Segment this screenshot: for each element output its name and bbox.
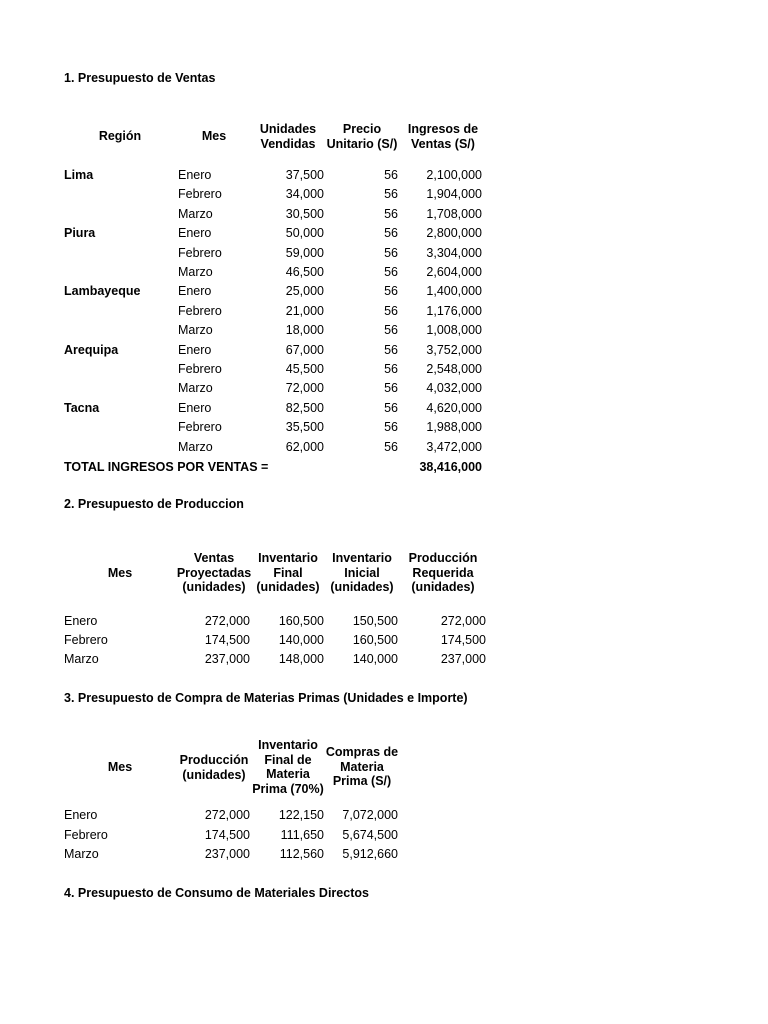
required-production-cell: 272,000 [440,614,486,628]
price-cell: 56 [384,246,398,260]
region-cell: Tacna [64,401,100,415]
header-mes-2: Mes [107,566,133,580]
production-cell: 237,000 [204,847,250,861]
price-cell: 56 [384,420,398,434]
month-cell: Marzo [64,847,99,861]
units-cell: 37,500 [285,168,324,182]
header-unidades-vendidas: Unidades Vendidas [259,122,317,151]
header-produccion-requerida: Producción Requerida (unidades) [408,551,478,594]
month-cell: Marzo [178,323,213,337]
revenue-cell: 3,472,000 [426,440,482,454]
final-inventory-cell: 148,000 [278,652,324,666]
total-value: 38,416,000 [419,460,482,474]
month-cell: Enero [64,808,98,822]
month-cell: Febrero [178,304,222,318]
price-cell: 56 [384,187,398,201]
price-cell: 56 [384,381,398,395]
month-cell: Enero [178,168,212,182]
header-precio-unitario: Precio Unitario (S/) [326,122,398,151]
raw-material-purchases-cell: 5,912,660 [342,847,398,861]
header-produccion-3: Producción (unidades) [179,753,249,782]
header-inventario-final-mp: Inventario Final de Materia Prima (70%) [252,738,324,796]
region-cell: Arequipa [64,343,119,357]
units-cell: 45,500 [285,362,324,376]
header-inventario-inicial: Inventario Inicial (unidades) [330,551,394,594]
month-cell: Enero [178,284,212,298]
section-4-title: 4. Presupuesto de Consumo de Materiales Directos [64,886,369,900]
units-cell: 50,000 [285,226,324,240]
price-cell: 56 [384,265,398,279]
revenue-cell: 1,708,000 [426,207,482,221]
revenue-cell: 3,304,000 [426,246,482,260]
revenue-cell: 4,032,000 [426,381,482,395]
units-cell: 62,000 [285,440,324,454]
raw-material-inventory-cell: 112,560 [279,847,324,861]
section-2-title: 2. Presupuesto de Produccion [64,497,244,511]
revenue-cell: 3,752,000 [426,343,482,357]
section-3-title: 3. Presupuesto de Compra de Materias Primas (Unidades e Importe) [64,691,468,705]
revenue-cell: 1,904,000 [426,187,482,201]
price-cell: 56 [384,168,398,182]
final-inventory-cell: 140,000 [278,633,324,647]
required-production-cell: 174,500 [440,633,486,647]
price-cell: 56 [384,304,398,318]
units-cell: 82,500 [285,401,324,415]
projected-sales-cell: 174,500 [204,633,250,647]
price-cell: 56 [384,362,398,376]
month-cell: Febrero [178,362,222,376]
price-cell: 56 [384,284,398,298]
month-cell: Enero [178,226,212,240]
raw-material-purchases-cell: 5,674,500 [342,828,398,842]
region-cell: Piura [64,226,96,240]
units-cell: 35,500 [285,420,324,434]
units-cell: 46,500 [285,265,324,279]
units-cell: 25,000 [285,284,324,298]
revenue-cell: 4,620,000 [426,401,482,415]
required-production-cell: 237,000 [440,652,486,666]
month-cell: Febrero [178,187,222,201]
units-cell: 72,000 [285,381,324,395]
month-cell: Marzo [178,381,213,395]
section-1-title: 1. Presupuesto de Ventas [64,71,216,85]
month-cell: Febrero [178,246,222,260]
raw-material-purchases-cell: 7,072,000 [342,808,398,822]
month-cell: Febrero [178,420,222,434]
month-cell: Marzo [178,207,213,221]
price-cell: 56 [384,323,398,337]
month-cell: Febrero [64,828,108,842]
initial-inventory-cell: 150,500 [352,614,398,628]
revenue-cell: 1,008,000 [426,323,482,337]
month-cell: Marzo [64,652,99,666]
price-cell: 56 [384,343,398,357]
region-cell: Lima [64,168,94,182]
header-ventas-proyectadas: Ventas Proyectadas (unidades) [176,551,252,594]
revenue-cell: 2,548,000 [426,362,482,376]
header-mes-3: Mes [107,760,133,774]
price-cell: 56 [384,440,398,454]
revenue-cell: 2,604,000 [426,265,482,279]
units-cell: 18,000 [285,323,324,337]
month-cell: Enero [178,401,212,415]
month-cell: Marzo [178,265,213,279]
revenue-cell: 1,176,000 [426,304,482,318]
production-cell: 272,000 [204,808,250,822]
raw-material-inventory-cell: 122,150 [278,808,324,822]
initial-inventory-cell: 160,500 [352,633,398,647]
revenue-cell: 1,400,000 [426,284,482,298]
revenue-cell: 1,988,000 [426,420,482,434]
price-cell: 56 [384,401,398,415]
revenue-cell: 2,800,000 [426,226,482,240]
header-inventario-final: Inventario Final (unidades) [256,551,320,594]
units-cell: 21,000 [285,304,324,318]
final-inventory-cell: 160,500 [278,614,324,628]
header-region: Región [98,129,142,143]
header-compras-mp: Compras de Materia Prima (S/) [325,745,399,788]
production-cell: 174,500 [204,828,250,842]
units-cell: 34,000 [285,187,324,201]
price-cell: 56 [384,207,398,221]
month-cell: Enero [178,343,212,357]
month-cell: Febrero [64,633,108,647]
initial-inventory-cell: 140,000 [352,652,398,666]
header-ingresos: Ingresos de Ventas (S/) [407,122,479,151]
projected-sales-cell: 237,000 [204,652,250,666]
units-cell: 59,000 [285,246,324,260]
total-label: TOTAL INGRESOS POR VENTAS = [64,460,269,474]
raw-material-inventory-cell: 111,650 [280,828,324,842]
units-cell: 30,500 [285,207,324,221]
region-cell: Lambayeque [64,284,141,298]
projected-sales-cell: 272,000 [204,614,250,628]
price-cell: 56 [384,226,398,240]
month-cell: Enero [64,614,98,628]
units-cell: 67,000 [285,343,324,357]
month-cell: Marzo [178,440,213,454]
revenue-cell: 2,100,000 [426,168,482,182]
header-mes: Mes [201,129,227,143]
